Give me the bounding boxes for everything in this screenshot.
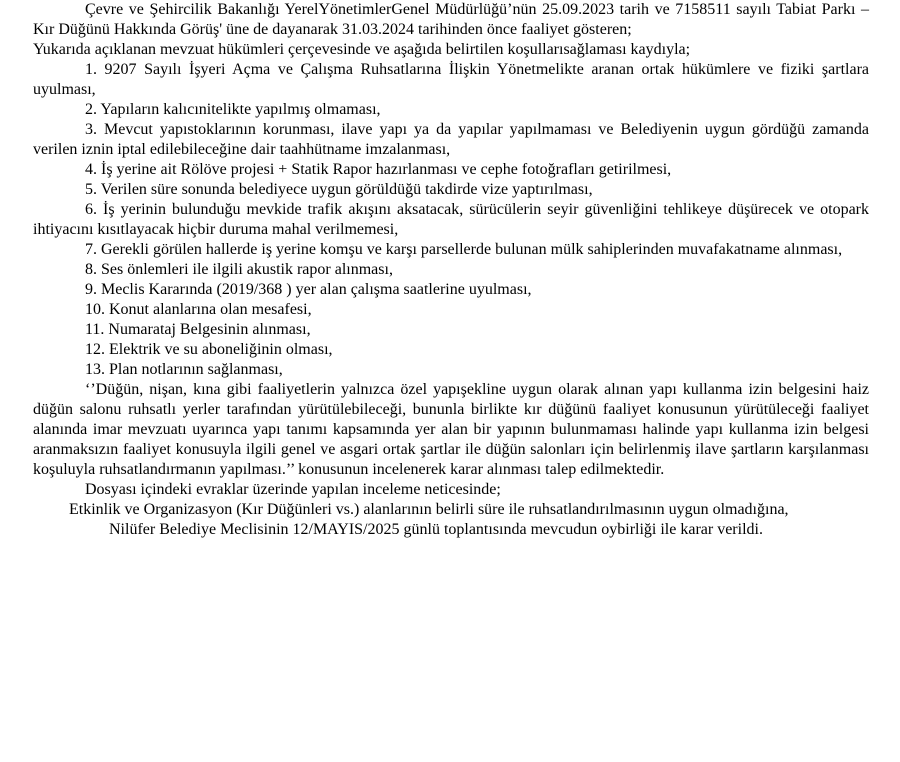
- condition-item: 8. Ses önlemleri ile ilgili akustik rapor alınması,: [85, 261, 393, 278]
- condition-item: 10. Konut alanlarına olan mesafesi,: [85, 301, 312, 318]
- condition-item: 13. Plan notlarının sağlanması,: [85, 361, 283, 378]
- condition-item: 5. Verilen süre sonunda belediyece uygun görüldüğü takdirde vize yaptırılması,: [85, 181, 593, 198]
- condition-item: 6. İş yerinin bulunduğu mevkide trafik akışını aksatacak, sürücülerin seyir güvenliğini tehlikeye düşürecek ve otopark ihtiyacını kısıtlayacak hiçbir duruma mahal verilmemesi,: [33, 201, 869, 238]
- condition-item: 4. İş yerine ait Rölöve projesi + Statik Rapor hazırlanması ve cephe fotoğrafları getirilmesi,: [85, 161, 672, 178]
- review-paragraph: Dosyası içindeki evraklar üzerinde yapılan inceleme neticesinde;: [85, 481, 501, 498]
- condition-item: 3. Mevcut yapıstoklarının korunması, ilave yapı ya da yapılar yapılmaması ve Belediyenin uygun gördüğü zamanda verilen iznin iptal edilebileceğine dair taahhütname imzalanması,: [33, 121, 869, 158]
- decision-paragraph: Nilüfer Belediye Meclisinin 12/MAYIS/2025 günlü toplantısında mevcudun oybirliği ile karar verildi.: [109, 521, 763, 538]
- condition-item: 9. Meclis Kararında (2019/368 ) yer alan çalışma saatlerine uyulması,: [85, 281, 532, 298]
- finding-paragraph: Etkinlik ve Organizasyon (Kır Düğünleri vs.) alanlarının belirli süre ile ruhsatlandırılmasının uygun olmadığına,: [69, 501, 789, 518]
- document-body: [33, 0, 869, 540]
- intro-paragraph: Çevre ve Şehircilik Bakanlığı YerelYönetimlerGenel Müdürlüğü’nün 25.09.2023 tarih ve 7158511 sayılı Tabiat Parkı – Kır Düğünü Hakkında Görüş' üne de dayanarak 31.03.2024 tarihinden önce faaliyet gösteren;: [33, 1, 869, 38]
- condition-item: 1. 9207 Sayılı İşyeri Açma ve Çalışma Ruhsatlarına İlişkin Yönetmelikte aranan ortak hükümlere ve fiziki şartlara uyulması,: [33, 61, 869, 98]
- condition-item: 2. Yapıların kalıcınitelikte yapılmış olmaması,: [85, 101, 381, 118]
- condition-item: 7. Gerekli görülen hallerde iş yerine komşu ve karşı parsellerde bulunan mülk sahiplerinden muvafakatname alınması,: [85, 241, 843, 258]
- condition-item: 11. Numarataj Belgesinin alınması,: [85, 321, 311, 338]
- lead-paragraph: Yukarıda açıklanan mevzuat hükümleri çerçevesinde ve aşağıda belirtilen koşullarısağlaması kaydıyla;: [33, 41, 691, 58]
- quote-paragraph: ‘’Düğün, nişan, kına gibi faaliyetlerin yalnızca özel yapışekline uygun olarak alınan yapı kullanma izin belgesini haiz düğün salonu ruhsatlı yerler tarafından yürütülebileceği, bununla birlikte kır düğünü faaliyet konusunun yürütüleceği faaliyet alanında imar mevzuatı uyarınca yapı tanımı kapsamında yer alan bir yapının bulunmaması halinde yapı kullanma izin belgesi aranmaksızın faaliyet konusuyla ilgili genel ve asgari ortak şartlar ile düğün salonları için belirlenmiş ilave şartların karşılanması koşuluyla ruhsatlandırmanın yapılması.’’ konusunun incelenerek karar alınması talep edilmektedir.: [33, 381, 869, 478]
- conditions-list: [33, 60, 869, 380]
- condition-item: 12. Elektrik ve su aboneliğinin olması,: [85, 341, 333, 358]
